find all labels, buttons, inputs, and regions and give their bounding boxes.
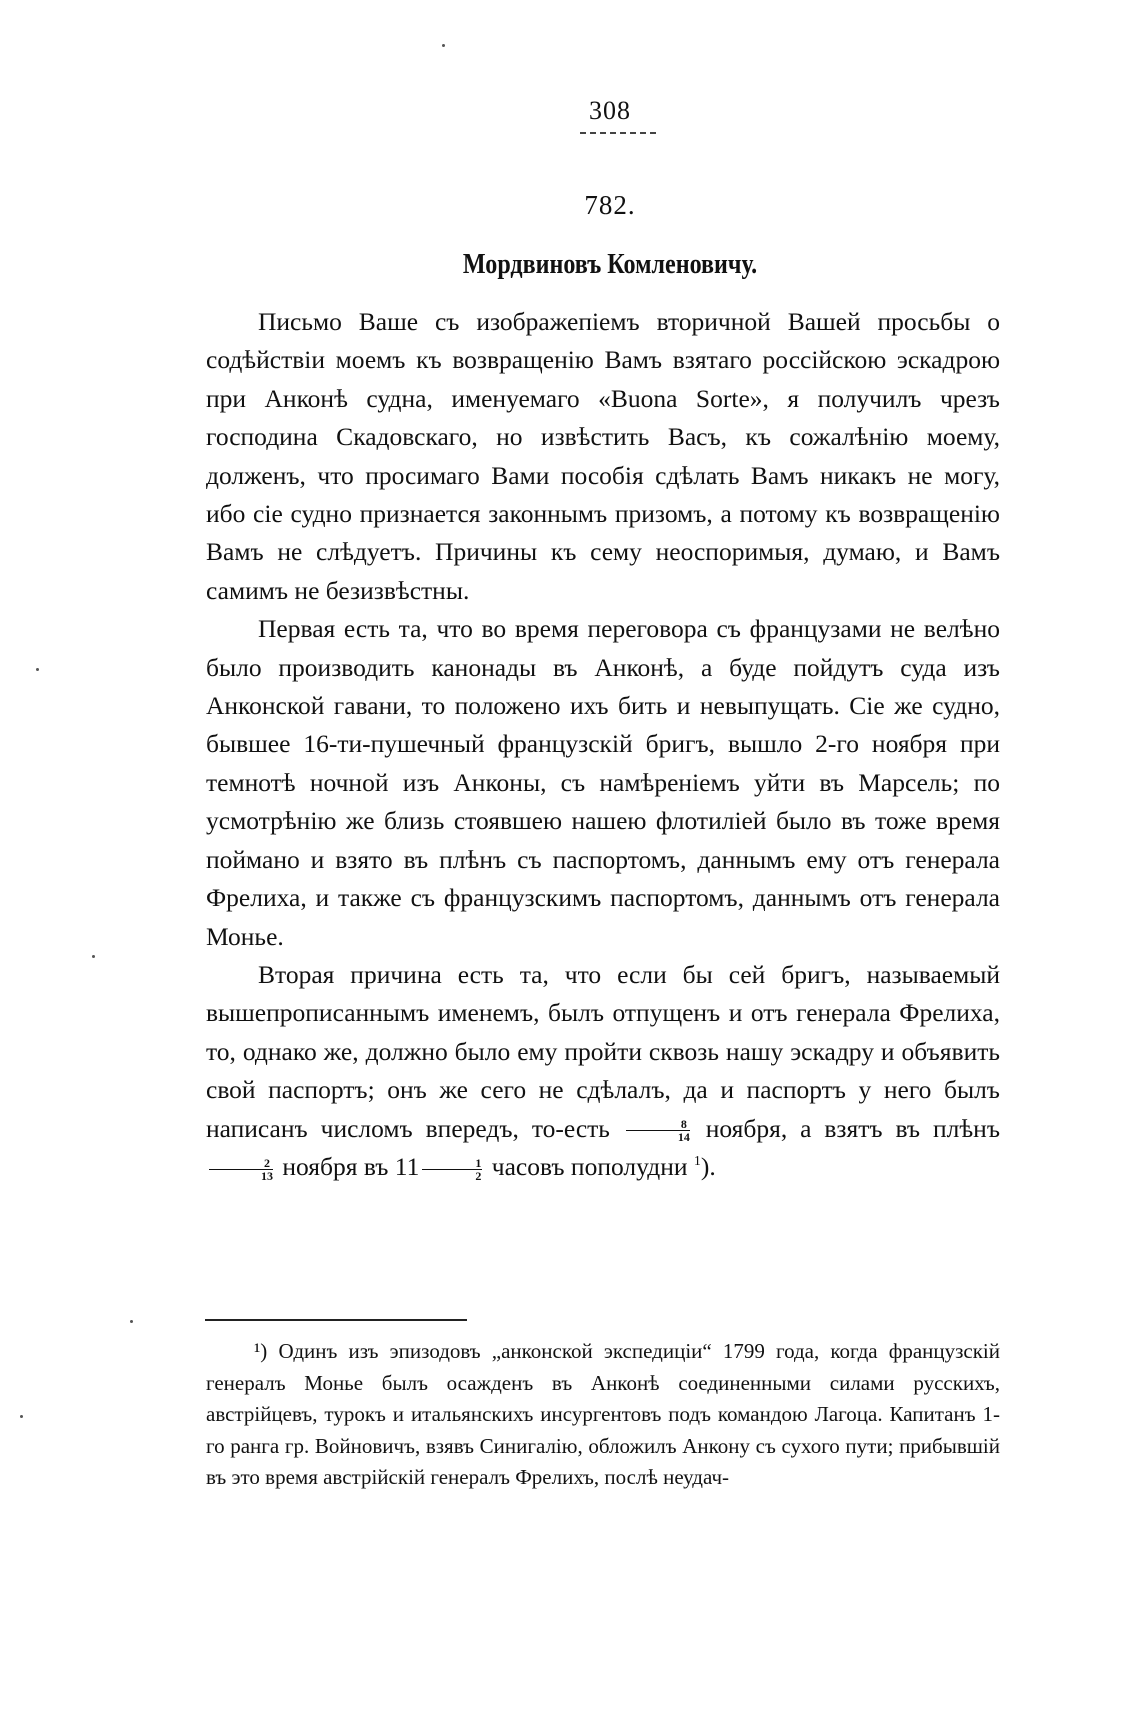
scan-speck <box>130 1320 133 1323</box>
paragraph-1: Письмо Ваше съ изображепiемъ вторичной Вашей просьбы о содѣйствiи моемъ къ возвращенiю Вамъ взятаго россiйскою эскадрою при Анконѣ судна, именуемаго «Buona Sorte», я получилъ чрезъ господина Скадовскаго, но извѣстить Васъ, къ сожалѣнiю моему, долженъ, что просимаго Вами пособiя сдѣлать Вамъ никакъ не могу, ибо сiе судно признается законнымъ призомъ, а потому къ возвращенiю Вамъ не слѣдуетъ. Причины къ сему неоспоримыя, думаю, и Вамъ самимъ не безизвѣстны. <box>206 307 1000 605</box>
paragraph-2: Первая есть та, что во время переговора съ французами не велѣно было производить канонады въ Анконѣ, а буде пойдутъ суда изъ Анконской гавани, то положено ихъ бить и невыпущать. Сiе же судно, бывшее 16-ти-пушечный французскiй бригъ, вышло 2-го ноября при темнотѣ ночной изъ Анконы, съ намѣренiемъ уйти въ Марсель; по усмотрѣнiю же близь стоявшею нашею флотилiей было въ тоже время поймано и взято въ плѣнъ съ паспортомъ, даннымъ ему отъ генерала Фрелиха, и также съ французскимъ паспортомъ, даннымъ отъ генерала Монье. <box>206 614 1000 951</box>
footnote-text: Одинъ изъ эпизодовъ „анконской экспедицiи“ 1799 года, когда французскiй генералъ Монье былъ осажденъ въ Анконѣ соединенными силами русскихъ, австрiйцевъ, турокъ и итальянскихъ инсургентовъ подъ командою Лагоца. Капитанъ 1-го ранга гр. Войновичъ, взявъ Синигалiю, обложилъ Анкону съ сухого пути; прибывшiй въ это время австрiйскiй генералъ Фрелихъ, послѣ неудач- <box>206 1339 1001 1489</box>
fraction-denominator: 2 <box>475 1168 482 1183</box>
scan-speck <box>20 1415 23 1418</box>
scan-speck <box>36 668 39 671</box>
scan-speck <box>442 44 445 47</box>
footnote-divider <box>205 1319 467 1321</box>
fraction-denominator: 14 <box>677 1130 690 1145</box>
page-number: 308 <box>589 96 631 125</box>
paragraph-3-text-a: Вторая причина есть та, что если бы сей бригъ, называемый вышепрописаннымъ именемъ, былъ отпущенъ и отъ генерала Фрелиха, то, однако же, должно было ему пройти сквозь нашу эскадру и объявить свой паспортъ; онъ же сего не сдѣлалъ, да и паспортъ у него былъ написанъ числомъ впередъ, то-есть <box>206 959 1000 1143</box>
document-number: 782. <box>584 190 636 220</box>
paragraph-3-end: ). <box>700 1151 716 1181</box>
fraction-date-2 <box>209 1157 273 1182</box>
scan-speck <box>92 955 95 958</box>
page-number-rule <box>580 132 656 134</box>
fraction-numerator: 1 <box>422 1157 482 1170</box>
fraction-denominator: 13 <box>261 1168 273 1183</box>
fraction-date-1 <box>626 1118 690 1143</box>
paragraph-3-text-c: ноября въ 11 <box>282 1151 420 1181</box>
footnote-reference: 1 <box>693 1153 701 1169</box>
fraction-hours <box>422 1157 482 1182</box>
footnote <box>206 1336 1000 1494</box>
paragraph-3-text-b: ноября, а взятъ въ плѣнъ <box>705 1113 1001 1143</box>
fraction-numerator: 8 <box>626 1118 690 1131</box>
letter-body <box>206 303 1000 1186</box>
fraction-numerator: 2 <box>209 1157 273 1170</box>
footnote-marker: ¹) <box>254 1339 268 1363</box>
paragraph-3-text-d: часовъ пополудни <box>491 1151 688 1181</box>
paragraph-3 <box>206 956 1000 1186</box>
letter-heading: Мордвиновъ Комленовичу. <box>462 249 758 280</box>
